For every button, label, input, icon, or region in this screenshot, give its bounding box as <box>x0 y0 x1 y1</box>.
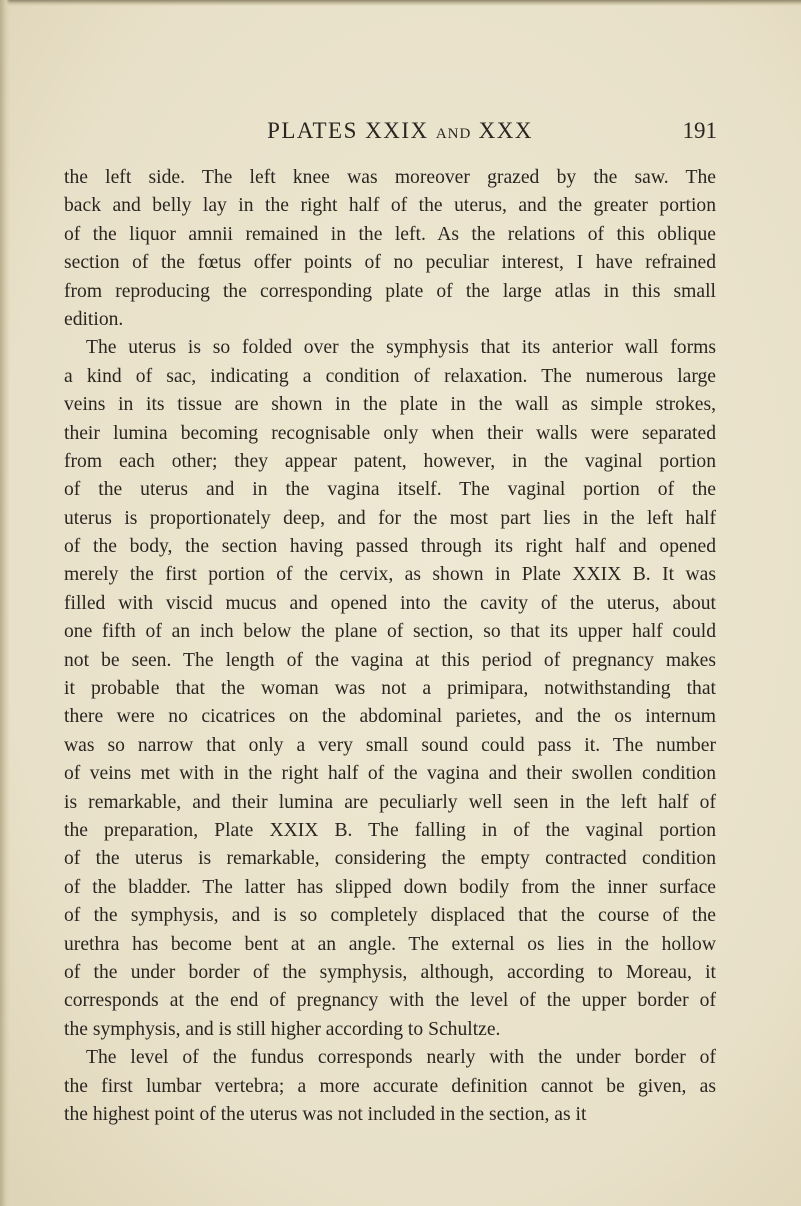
paragraph <box>64 1044 716 1129</box>
running-header <box>0 118 801 148</box>
text-line: is remarkable, and their lumina are peculiarly well seen in the left half of <box>64 791 716 813</box>
body-text <box>64 164 716 1129</box>
text-line: a kind of sac, indicating a condition of relaxation. The numerous large <box>64 365 716 387</box>
text-line: The uterus is so folded over the symphysis that its anterior wall forms <box>86 337 716 359</box>
text-line: the symphysis, and is still higher according to Schultze. <box>64 1018 501 1040</box>
text-line: their lumina becoming recognisable only when their walls were separated <box>64 422 716 444</box>
text-line: veins in its tissue are shown in the plate in the wall as simple strokes, <box>64 394 716 416</box>
text-line: of the under border of the symphysis, although, according to Moreau, it <box>64 961 716 983</box>
text-line: of the symphysis, and is so completely displaced that the course of the <box>64 905 716 927</box>
text-line: merely the first portion of the cervix, as shown in Plate XXIX B. It was <box>64 564 716 586</box>
text-line: from reproducing the corresponding plate of the large atlas in this small <box>64 280 716 302</box>
text-line: of veins met with in the right half of the vagina and their swollen condition <box>64 763 716 785</box>
running-title-end: XXX <box>471 118 533 143</box>
page-top-edge <box>0 0 801 6</box>
text-line: edition. <box>64 308 124 330</box>
paragraph <box>64 334 716 1044</box>
text-line: of the uterus and in the vagina itself. The vaginal portion of the <box>64 479 716 501</box>
page-binding-edge <box>0 0 10 1206</box>
text-line: of the liquor amnii remained in the left. As the relations of this oblique <box>64 223 716 245</box>
text-line: filled with viscid mucus and opened into the cavity of the uterus, about <box>64 592 716 614</box>
text-line: the preparation, Plate XXIX B. The falling in of the vaginal portion <box>64 819 716 841</box>
text-line: the left side. The left knee was moreover grazed by the saw. The <box>64 167 716 188</box>
text-line: from each other; they appear patent, however, in the vaginal portion <box>64 450 716 472</box>
text-line: the first lumbar vertebra; a more accurate definition cannot be given, as <box>64 1075 716 1097</box>
paragraph <box>64 164 716 334</box>
text-line: not be seen. The length of the vagina at this period of pregnancy makes <box>64 649 716 671</box>
page-number: 191 <box>682 118 717 143</box>
text-line: it probable that the woman was not a primipara, notwithstanding that <box>64 678 716 700</box>
text-line: urethra has become bent at an angle. The external os lies in the hollow <box>64 933 716 955</box>
text-line: of the bladder. The latter has slipped down bodily from the inner surface <box>64 876 716 898</box>
text-line: back and belly lay in the right half of the uterus, and the greater portion <box>64 195 716 217</box>
text-line: was so narrow that only a very small sound could pass it. The number <box>64 734 716 756</box>
running-title-and: AND <box>435 126 472 142</box>
running-title <box>160 118 640 144</box>
text-line: of the uterus is remarkable, considering the empty contracted condition <box>64 848 716 870</box>
text-line: The level of the fundus corresponds nearly with the under border of <box>86 1047 716 1069</box>
text-line: the highest point of the uterus was not included in the section, as it <box>64 1103 587 1125</box>
text-line: corresponds at the end of pregnancy with the level of the upper border of <box>64 990 716 1012</box>
text-line: one fifth of an inch below the plane of section, so that its upper half could <box>64 621 716 643</box>
text-line: there were no cicatrices on the abdominal parietes, and the os internum <box>64 706 716 728</box>
text-line: section of the fœtus offer points of no peculiar interest, I have refrained <box>64 252 716 274</box>
running-title-main: PLATES XXIX <box>267 118 436 143</box>
text-line: of the body, the section having passed through its right half and opened <box>64 536 716 558</box>
text-line: uterus is proportionately deep, and for the most part lies in the left half <box>64 507 716 529</box>
